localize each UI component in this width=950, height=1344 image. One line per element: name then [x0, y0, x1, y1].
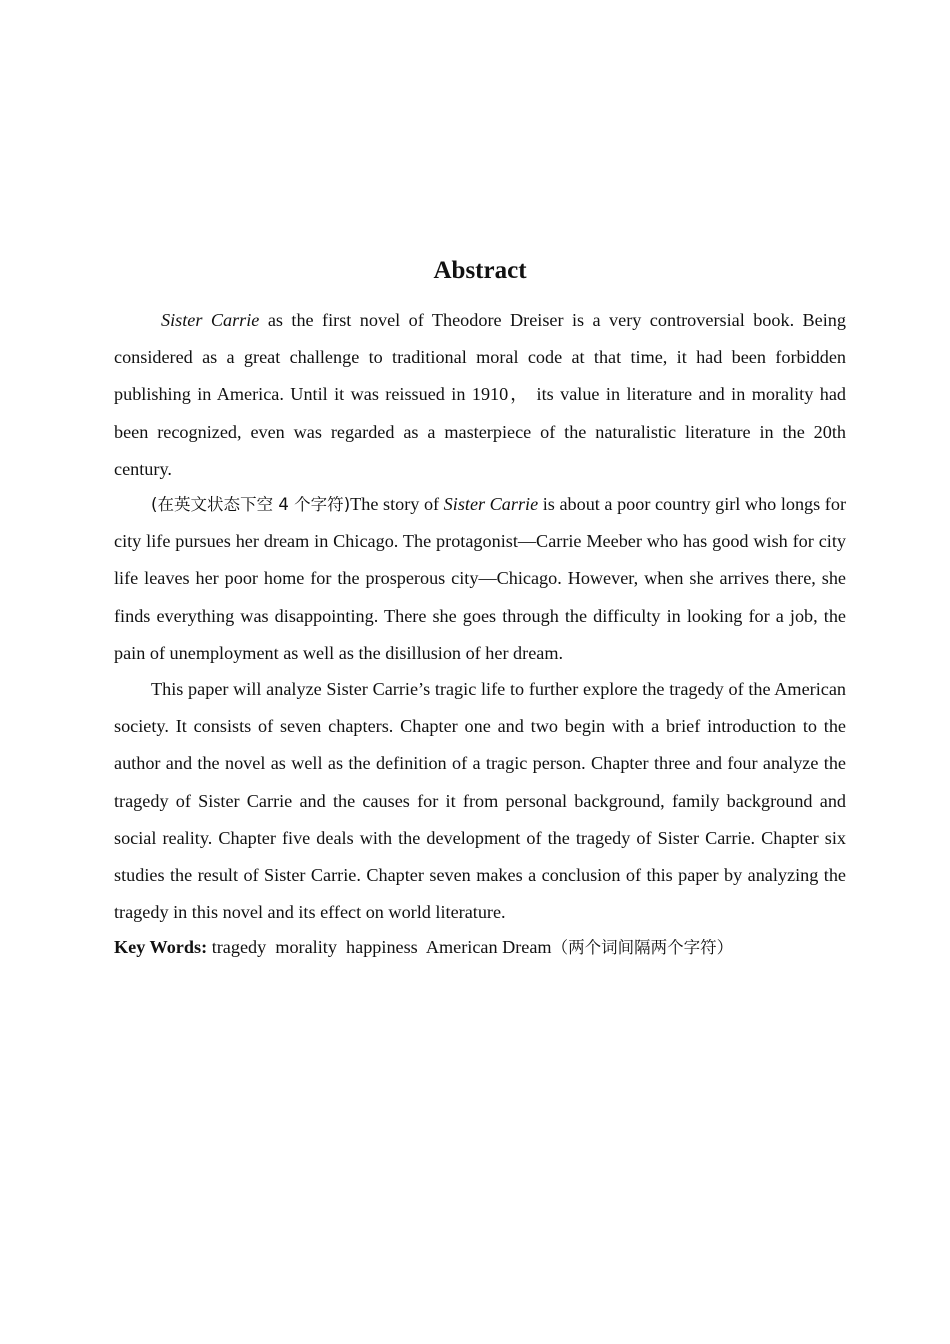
abstract-paragraph-1	[114, 302, 846, 488]
paragraph-2-text-before: The story of	[350, 494, 444, 515]
formatting-note: (在英文状态下空 4 个字符)	[151, 495, 351, 515]
abstract-heading: Abstract	[433, 257, 527, 284]
paragraph-1-text: as the first novel of Theodore Dreiser is a very controversial book. Being considered as a great challenge to traditional moral code at that time, it had been forbidden publishing in America. Until it was reissued in 1910， its value in literature and in morality had been recognized, even was regarded as a masterpiece of the naturalistic literature in the 20th century.	[114, 310, 846, 479]
keywords-note: （两个词间隔两个字符）	[551, 938, 734, 958]
novel-title: Sister Carrie	[443, 494, 539, 515]
abstract-paragraph-2	[114, 486, 846, 672]
keywords-label: Key Words:	[114, 937, 208, 958]
abstract-paragraph-3	[114, 671, 846, 931]
abstract-body	[114, 302, 846, 967]
paragraph-3-text: This paper will analyze Sister Carrie’s tragic life to further explore the tragedy of the American society. It consists of seven chapters. Chapter one and two begin with a brief introduction to the author and the novel as well as the definition of a tragic person. Chapter three and four analyze the tragedy of Sister Carrie and the causes for it from personal background, family background and social reality. Chapter five deals with the development of the tragedy of Sister Carrie. Chapter six studies the result of Sister Carrie. Chapter seven makes a conclusion of this paper by analyzing the tragedy in this novel and its effect on world literature.	[114, 679, 846, 923]
novel-title: Sister Carrie	[161, 310, 260, 330]
keywords-line	[114, 929, 846, 966]
keywords-list: tragedy morality happiness American Dream	[207, 937, 552, 958]
paragraph-2-text-after: is about a poor country girl who longs for city life pursues her dream in Chicago. The protagonist—Carrie Meeber who has good wish for city life leaves her poor home for the prosperous city—Chicago. However, when she arrives there, she finds everything was disappointing. There she goes through the difficulty in looking for a job, the pain of unemployment as well as the disillusion of her dream.	[114, 494, 847, 663]
